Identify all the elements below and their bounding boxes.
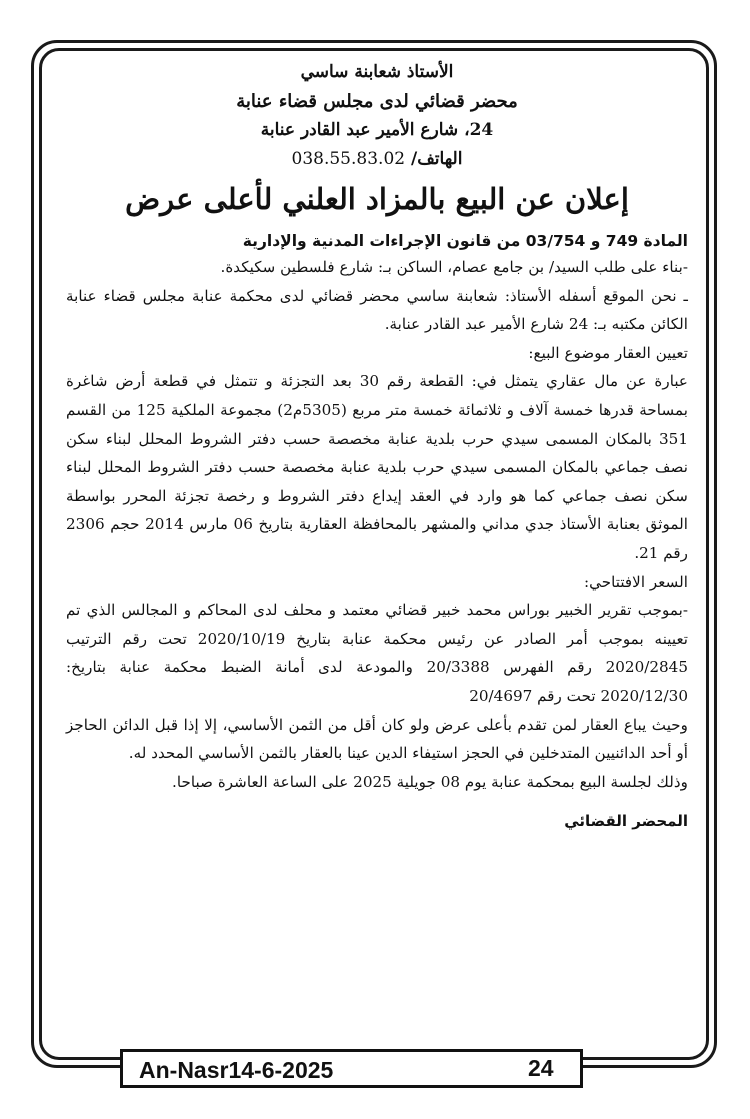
price-paragraph: -بموجب تقرير الخبير بوراس محمد خبير قضائي معتمد و محلف لدى المحاكم و المجالس الذي تم تعيينه بموجب أمر الصادر عن رئيس محكمة عنابة بتاريخ 2020/10/19 تحت رقم الترتيب 2020/2845 رقم الفهرس 20/3388 والمودعة لدى أمانة الضبط محكمة عنابة بتاريخ: 2020/12/30 تحت رقم 20/4697 [66,601,688,705]
announcement-body [66,253,688,796]
announcement-title: إعلان عن البيع بالمزاد العلني لأعلى عرض [125,182,629,216]
bailiff-paragraph: ـ نحن الموقع أسفله الأستاذ: شعابنة ساسي محضر قضائي لدى محكمة عنابة مجلس قضاء عنابة الكائن مكتبه بـ: 24 شارع الأمير عبد القادر عنابة. [66,286,688,334]
bailiff-phone [66,145,688,174]
newspaper-footer [120,1049,583,1088]
sale-condition-paragraph: وحيث يباع العقار لمن تقدم بأعلى عرض ولو كان أقل من الثمن الأساسي، إلا إذا قبل الدائن الحاجز أو أحد الدائنيين المتدخلين في الحجز استيفاء الدين عينا بالعقار بالثمن الأساسي المحدد له. [66,715,688,763]
sale-session-paragraph: وذلك لجلسة البيع بمحكمة عنابة يوم 08 جويلية 2025 على الساعة العاشرة صباحا. [172,772,688,791]
bailiff-name: الأستاذ شعابنة ساسي [300,62,454,82]
requester-paragraph: -بناء على طلب السيد/ بن جامع عصام، الساكن بـ: شارع فلسطين سكيكدة. [220,258,688,276]
bailiff-address: 24، شارع الأمير عبد القادر عنابة [260,120,494,140]
price-heading: السعر الافتتاحي: [583,572,688,591]
page-number: 24 [528,1055,554,1081]
property-heading: تعيين العقار موضوع البيع: [528,343,688,362]
phone-number: 038.55.83.02 [291,149,406,169]
bailiff-header [66,58,688,174]
property-description: عبارة عن مال عقاري يتمثل في: القطعة رقم 30 بعد التجزئة و تتمثل في قطعة أرض شاغرة بمساحة قدرها خمسة آلاف و ثلاثمائة خمسة متر مربع (5305م2) مجموعة الملكية 125 من القسم 351 بالمكان المسمى سيدي حرب بلدية عنابة مخصصة حسب دفتر الشروط المحلل لبناء سكن نصف جماعي بالمكان المسمى سيدي حرب بلدية عنابة مخصصة حسب دفتر الشروط المحلل لبناء سكن نصف جماعي كما هو وارد في العقد إيداع دفتر الشروط و رخصة تجزئة المحرر بواسطة الموثق بعنابة الأستاذ جدي مداني والمشهر بالمحافظة العقارية بتاريخ 06 مارس 2014 حجم 2306 رقم 21. [66,372,688,562]
phone-label: الهاتف/ [411,149,463,169]
publication-date: An-Nasr14-6-2025 [139,1057,334,1083]
signature: المحضر القضائي [564,812,688,831]
bailiff-title: محضر قضائي لدى مجلس قضاء عنابة [236,91,518,112]
legal-article-reference: المادة 749 و 03/754 من قانون الإجراءات المدنية والإدارية [242,232,688,250]
announcement [66,58,688,1048]
